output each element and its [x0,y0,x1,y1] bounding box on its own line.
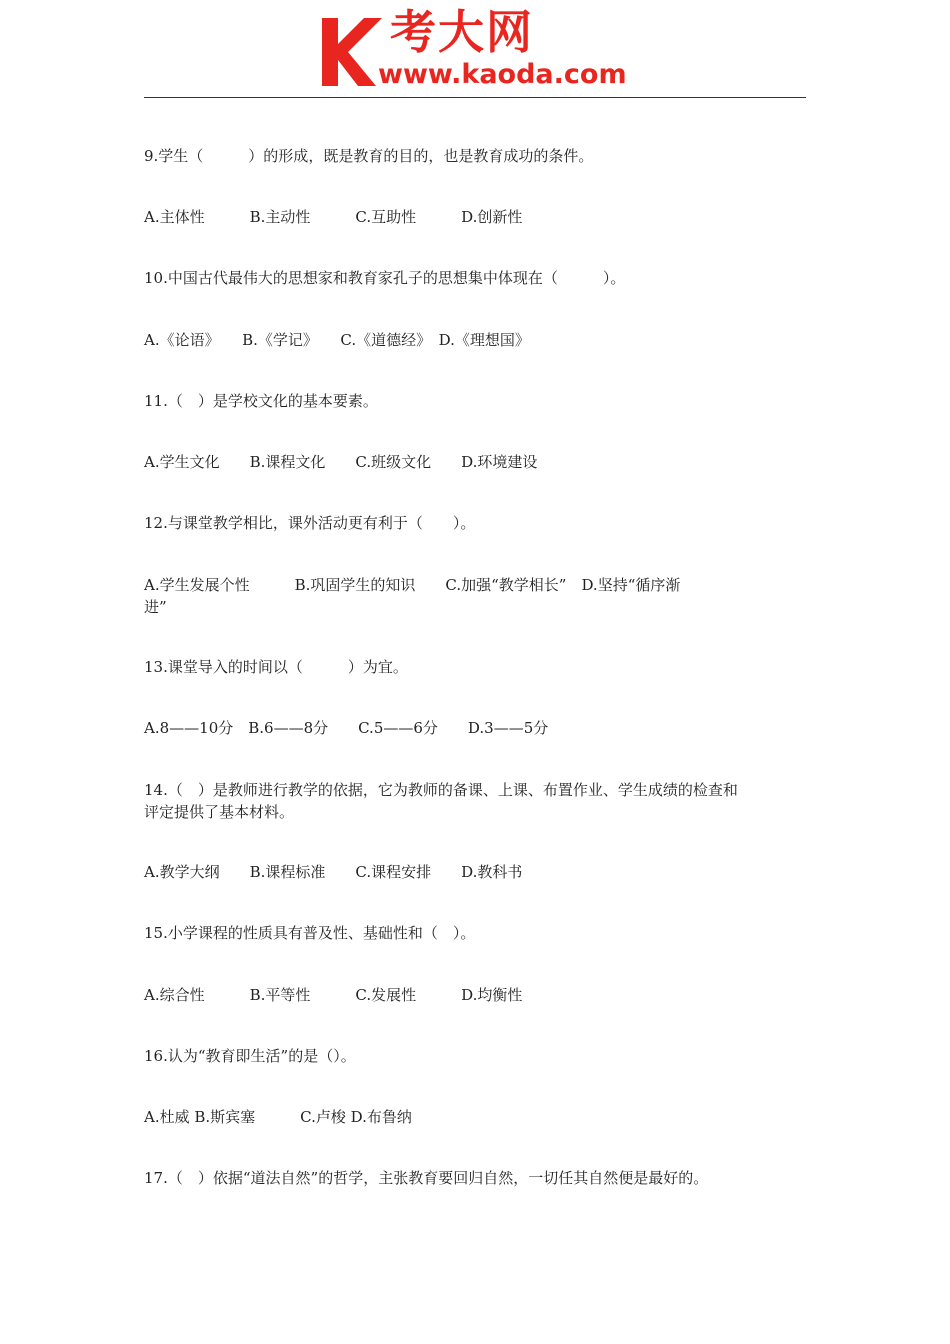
question-11-options: A.学生文化 B.课程文化 C.班级文化 D.环境建设 [144,453,538,471]
question-15-options: A.综合性 B.平等性 C.发展性 D.均衡性 [144,986,523,1004]
question-15-stem: 15.小学课程的性质具有普及性、基础性和（ ）。 [144,924,476,942]
question-10-options: A.《论语》 B.《学记》 C.《道德经》 D.《理想国》 [144,331,530,349]
question-12-stem: 12.与课堂教学相比，课外活动更有利于（ ）。 [144,514,476,532]
question-16-options: A.杜威 B.斯宾塞 C.卢梭 D.布鲁纳 [144,1108,412,1126]
question-13-stem: 13.课堂导入的时间以（ ）为宜。 [144,658,408,676]
page-header [0,0,950,100]
header-divider [144,97,806,98]
question-13-options: A.8——10分 B.6——8分 C.5——6分 D.3——5分 [144,719,549,737]
question-16-stem: 16.认为“教育即生活”的是（）。 [144,1047,356,1065]
logo-url: www.kaoda.com [378,59,627,90]
logo-text: 考大网 [390,5,534,59]
question-10-stem: 10.中国古代最伟大的思想家和教育家孔子的思想集中体现在（ ）。 [144,269,626,287]
question-9-options: A.主体性 B.主动性 C.互助性 D.创新性 [144,208,523,226]
question-12-options: A.学生发展个性 B.巩固学生的知识 C.加强“教学相长” D.坚持“循序渐 进” [144,576,681,616]
question-9-stem: 9.学生（ ）的形成，既是教育的目的，也是教育成功的条件。 [144,147,594,165]
question-17-stem: 17.（ ）依据“道法自然”的哲学，主张教育要回归自然，一切任其自然便是最好的。 [144,1169,709,1187]
site-logo [318,5,648,94]
question-11-stem: 11.（ ）是学校文化的基本要素。 [144,392,378,410]
question-14-options: A.教学大纲 B.课程标准 C.课程安排 D.教科书 [144,863,523,881]
question-14-stem: 14.（ ）是教师进行教学的依据，它为教师的备课、上课、布置作业、学生成绩的检查和 评定提供了基本材料。 [144,781,738,821]
